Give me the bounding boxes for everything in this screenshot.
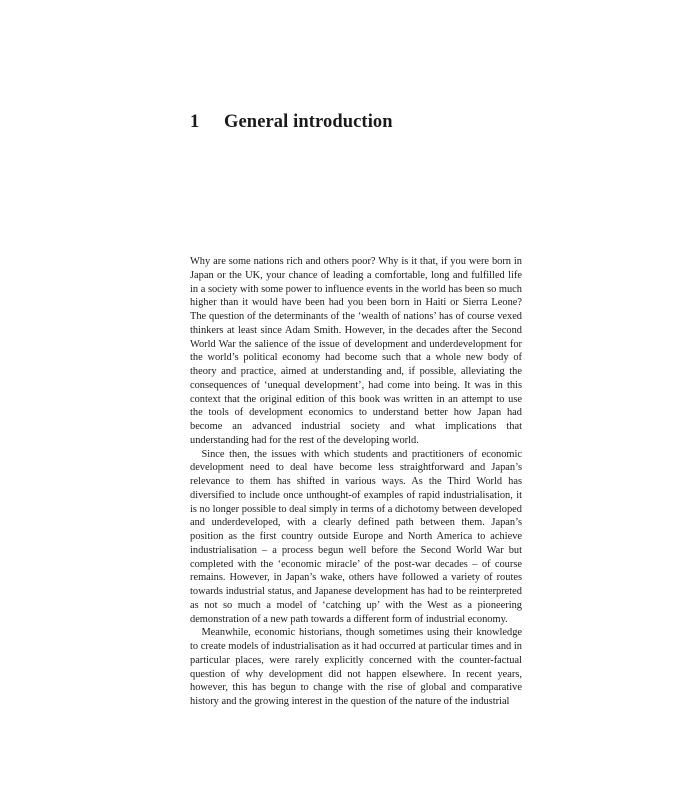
chapter-heading [190,112,393,133]
chapter-number: 1 [190,112,200,132]
paragraph-1: Why are some nations rich and others poor? Why is it that, if you were born in Japan or the UK, your chance of leading a comfortable, long and fulfilled life in a society with some power to influence events in the world has been so much higher than it would have been had you been born in Haiti or Sierra Leone? The question of the determinants of the ‘wealth of nations’ has of course vexed thinkers at least since Adam Smith. However, in the decades after the Second World War the salience of the issue of development and underdevelopment for the world’s political economy had become such that a whole new body of theory and practice, aimed at understanding and, if possible, alleviating the consequences of ‘unequal development’, had come into being. It was in this context that the original edition of this book was written in an attempt to use the tools of development economics to understand better how Japan had become an advanced industrial society and what implications that understanding had for the rest of the developing world. [190,256,522,446]
paragraph-3: Meanwhile, economic historians, though sometimes using their knowledge to create models of industrialisation as it had occurred at particular times and in particular places, were rarely explicitly concerned with the counter-factual question of why development did not happen elsewhere. In recent years, however, this has begun to change with the rise of global and comparative history and the growing interest in the question of the nature of the industrial [190,627,522,707]
chapter-title: General introduction [224,112,393,132]
paragraph-2: Since then, the issues with which students and practitioners of economic development need to deal have become less straightforward and Japan’s relevance to them has shifted in various ways. As the Third World has diversified to include once unthought-of examples of rapid industrialisation, it is no longer possible to deal simply in terms of a dichotomy between developed and underdeveloped, with a clearly defined path between them. Japan’s position as the first country outside Europe and North America to achieve industrialisation – a process begun well before the Second World War but completed with the ‘economic miracle’ of the post-war decades – of course remains. However, in Japan’s wake, others have followed a variety of routes towards industrial status, and Japanese development has had to be reinterpreted as not so much a model of ‘catching up’ with the West as a pioneering demonstration of a new path towards a different form of industrial economy. [190,448,522,625]
body-text [190,255,522,709]
